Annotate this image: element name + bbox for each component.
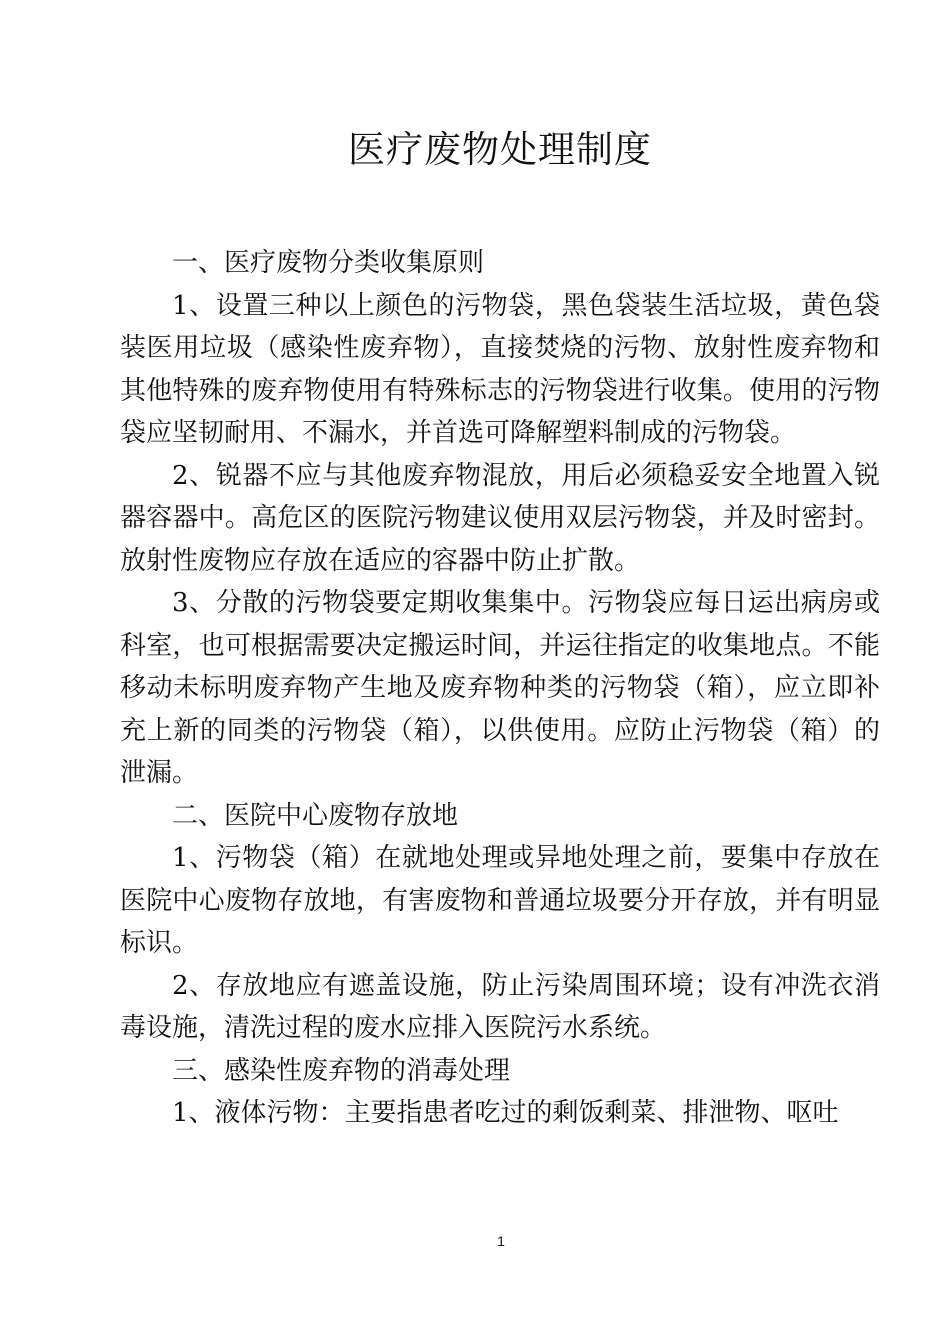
paragraph-2-2: 2、存放地应有遮盖设施，防止污染周围环境；设有冲洗衣消毒设施，清洗过程的废水应排入医院污水系统。 xyxy=(120,970,880,1043)
section-heading-1: 一、医疗废物分类收集原则 xyxy=(172,248,485,278)
section-heading-2: 二、医院中心废物存放地 xyxy=(172,800,459,831)
paragraph-3-1: 1、液体污物：主要指患者吃过的剩饭剩菜、排泄物、呕吐 xyxy=(172,1098,839,1128)
paragraph-1-3: 3、分散的污物袋要定期收集集中。污物袋应每日运出病房或科室，也可根据需要决定搬运时间，并运往指定的收集地点。不能移动未标明废弃物产生地及废弃物种类的污物袋（箱），应立即补充上新的同类的污物袋（箱），以供使用。应防止污物袋（箱）的泄漏。 xyxy=(120,588,880,788)
document-title: 医疗废物处理制度 xyxy=(348,128,652,171)
section-heading-3: 三、感染性废弃物的消毒处理 xyxy=(172,1055,511,1086)
paragraph-1-2: 2、锐器不应与其他废弃物混放，用后必须稳妥安全地置入锐器容器中。高危区的医院污物建议使用双层污物袋，并及时密封。放射性废物应存放在适应的容器中防止扩散。 xyxy=(120,460,880,576)
paragraph-2-1: 1、污物袋（箱）在就地处理或异地处理之前，要集中存放在医院中心废物存放地，有害废物和普通垃圾要分开存放，并有明显标识。 xyxy=(120,843,880,958)
paragraph-1-1: 1、设置三种以上颜色的污物袋，黑色袋装生活垃圾，黄色袋装医用垃圾（感染性废弃物），直接焚烧的污物、放射性废弃物和其他特殊的废弃物使用有特殊标志的污物袋进行收集。使用的污物袋应坚韧耐用、不漏水，并首选可降解塑料制成的污物袋。 xyxy=(120,290,880,448)
page-number: 1 xyxy=(497,1233,505,1249)
document-body xyxy=(120,242,880,1135)
